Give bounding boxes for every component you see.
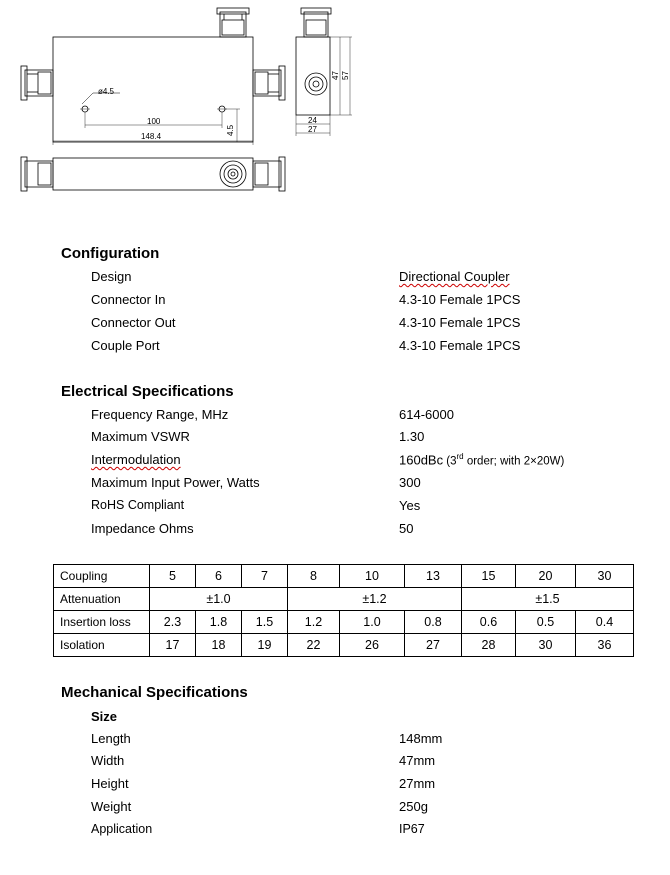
table-cell: 0.6 — [462, 611, 516, 634]
mech-value: 47mm — [399, 753, 436, 768]
table-cell: 15 — [462, 565, 516, 588]
top-view-dimensions — [98, 87, 235, 141]
config-row-design — [91, 269, 611, 289]
mech-value: 148mm — [399, 731, 443, 746]
dim-hole-label: ø4.5 — [98, 87, 115, 96]
couple-connector-top — [217, 8, 249, 37]
table-cell: 1.0 — [340, 611, 405, 634]
side-view-dimensions — [308, 71, 350, 134]
config-row-couple-port — [91, 338, 611, 358]
table-cell: 0.5 — [516, 611, 576, 634]
table-cell: 0.8 — [405, 611, 462, 634]
table-cell: ±1.2 — [288, 588, 462, 611]
mech-label: Weight — [91, 799, 132, 814]
dim-side-depth-label: 27 — [308, 125, 317, 134]
table-cell: 17 — [150, 634, 196, 657]
elec-label: Frequency Range, MHz — [91, 407, 229, 422]
config-row-connector-in — [91, 292, 611, 312]
config-row-connector-out — [91, 315, 611, 335]
elec-value: 614-6000 — [399, 407, 454, 422]
table-cell: 1.8 — [196, 611, 242, 634]
elec-value — [399, 452, 564, 467]
front-couple-connector — [220, 161, 246, 187]
table-cell: 22 — [288, 634, 340, 657]
config-value: 4.3-10 Female 1PCS — [399, 292, 521, 307]
table-cell: 2.3 — [150, 611, 196, 634]
elec-row-max-power — [91, 475, 611, 495]
dim-height-inner-label: 47 — [331, 71, 340, 80]
mech-label: Height — [91, 776, 129, 791]
table-cell: 28 — [462, 634, 516, 657]
table-cell: 8 — [288, 565, 340, 588]
mech-row-width — [91, 753, 611, 773]
mech-value: 27mm — [399, 776, 436, 791]
elec-label: Intermodulation — [91, 452, 181, 467]
elec-row-vswr — [91, 429, 611, 449]
right-connector-front — [253, 157, 285, 191]
table-cell: 0.4 — [576, 611, 634, 634]
config-label: Connector In — [91, 292, 166, 307]
elec-value: 1.30 — [399, 429, 425, 444]
table-cell: 10 — [340, 565, 405, 588]
config-label: Connector Out — [91, 315, 176, 330]
mech-row-weight — [91, 799, 611, 819]
dim-side-width-label: 24 — [308, 116, 317, 125]
elec-row-intermodulation — [91, 452, 611, 472]
mech-value: 250g — [399, 799, 428, 814]
elec-value: Yes — [399, 498, 421, 513]
intermod-note-post: order; with 2×20W) — [463, 455, 565, 468]
technical-drawing — [0, 0, 670, 200]
table-cell: 36 — [576, 634, 634, 657]
mech-row-length — [91, 731, 611, 751]
mech-row-application — [91, 822, 611, 842]
coupling-table — [53, 564, 634, 657]
table-header-cell: Isolation — [54, 634, 150, 657]
side-view-connector — [305, 73, 327, 95]
mech-row-height — [91, 776, 611, 796]
mech-label: Length — [91, 731, 131, 746]
elec-row-impedance — [91, 521, 611, 541]
dim-offset-label: 4.5 — [226, 124, 235, 136]
right-connector-top — [253, 66, 285, 100]
table-header-cell: Coupling — [54, 565, 150, 588]
dim-hole-spacing-label: 100 — [147, 117, 161, 126]
intermod-note-sup: rd — [456, 452, 464, 461]
mech-label: Application — [91, 822, 153, 836]
config-label: Couple Port — [91, 338, 160, 353]
table-cell: 20 — [516, 565, 576, 588]
mech-label: Width — [91, 753, 125, 768]
elec-label: RoHS Compliant — [91, 498, 185, 512]
electrical-heading: Electrical Specifications — [61, 383, 234, 400]
table-header-cell: Insertion loss — [54, 611, 150, 634]
table-row-coupling — [54, 565, 634, 588]
config-value: Directional Coupler — [399, 269, 510, 284]
intermod-note-pre: (3 — [443, 455, 457, 468]
table-cell: ±1.5 — [462, 588, 634, 611]
intermod-value: 160dBc — [399, 452, 444, 468]
config-value: 4.3-10 Female 1PCS — [399, 338, 521, 353]
left-connector-top — [21, 66, 53, 100]
table-cell: 19 — [242, 634, 288, 657]
table-cell: 7 — [242, 565, 288, 588]
config-value: 4.3-10 Female 1PCS — [399, 315, 521, 330]
table-row-isolation — [54, 634, 634, 657]
table-cell: 26 — [340, 634, 405, 657]
table-cell: ±1.0 — [150, 588, 288, 611]
configuration-heading: Configuration — [61, 245, 160, 262]
table-cell: 1.5 — [242, 611, 288, 634]
table-cell: 1.2 — [288, 611, 340, 634]
table-cell: 6 — [196, 565, 242, 588]
table-cell: 30 — [576, 565, 634, 588]
config-label: Design — [91, 269, 132, 284]
table-cell: 13 — [405, 565, 462, 588]
left-connector-front — [21, 157, 53, 191]
elec-value: 300 — [399, 475, 421, 490]
elec-label: Maximum VSWR — [91, 429, 190, 444]
elec-row-rohs — [91, 498, 611, 518]
table-header-cell: Attenuation — [54, 588, 150, 611]
table-cell: 5 — [150, 565, 196, 588]
elec-label: Maximum Input Power, Watts — [91, 475, 260, 490]
table-cell: 30 — [516, 634, 576, 657]
front-view — [21, 157, 285, 191]
dim-length-label: 148.4 — [141, 132, 162, 141]
elec-label: Impedance Ohms — [91, 521, 194, 536]
table-cell: 27 — [405, 634, 462, 657]
mechanical-subheading: Size — [91, 709, 118, 724]
elec-value: 50 — [399, 521, 414, 536]
table-row-attenuation — [54, 588, 634, 611]
dim-height-outer-label: 57 — [341, 71, 350, 80]
elec-row-frequency — [91, 407, 611, 427]
table-row-insertion-loss — [54, 611, 634, 634]
mechanical-heading: Mechanical Specifications — [61, 684, 248, 701]
table-cell: 18 — [196, 634, 242, 657]
mech-value: IP67 — [399, 822, 425, 836]
